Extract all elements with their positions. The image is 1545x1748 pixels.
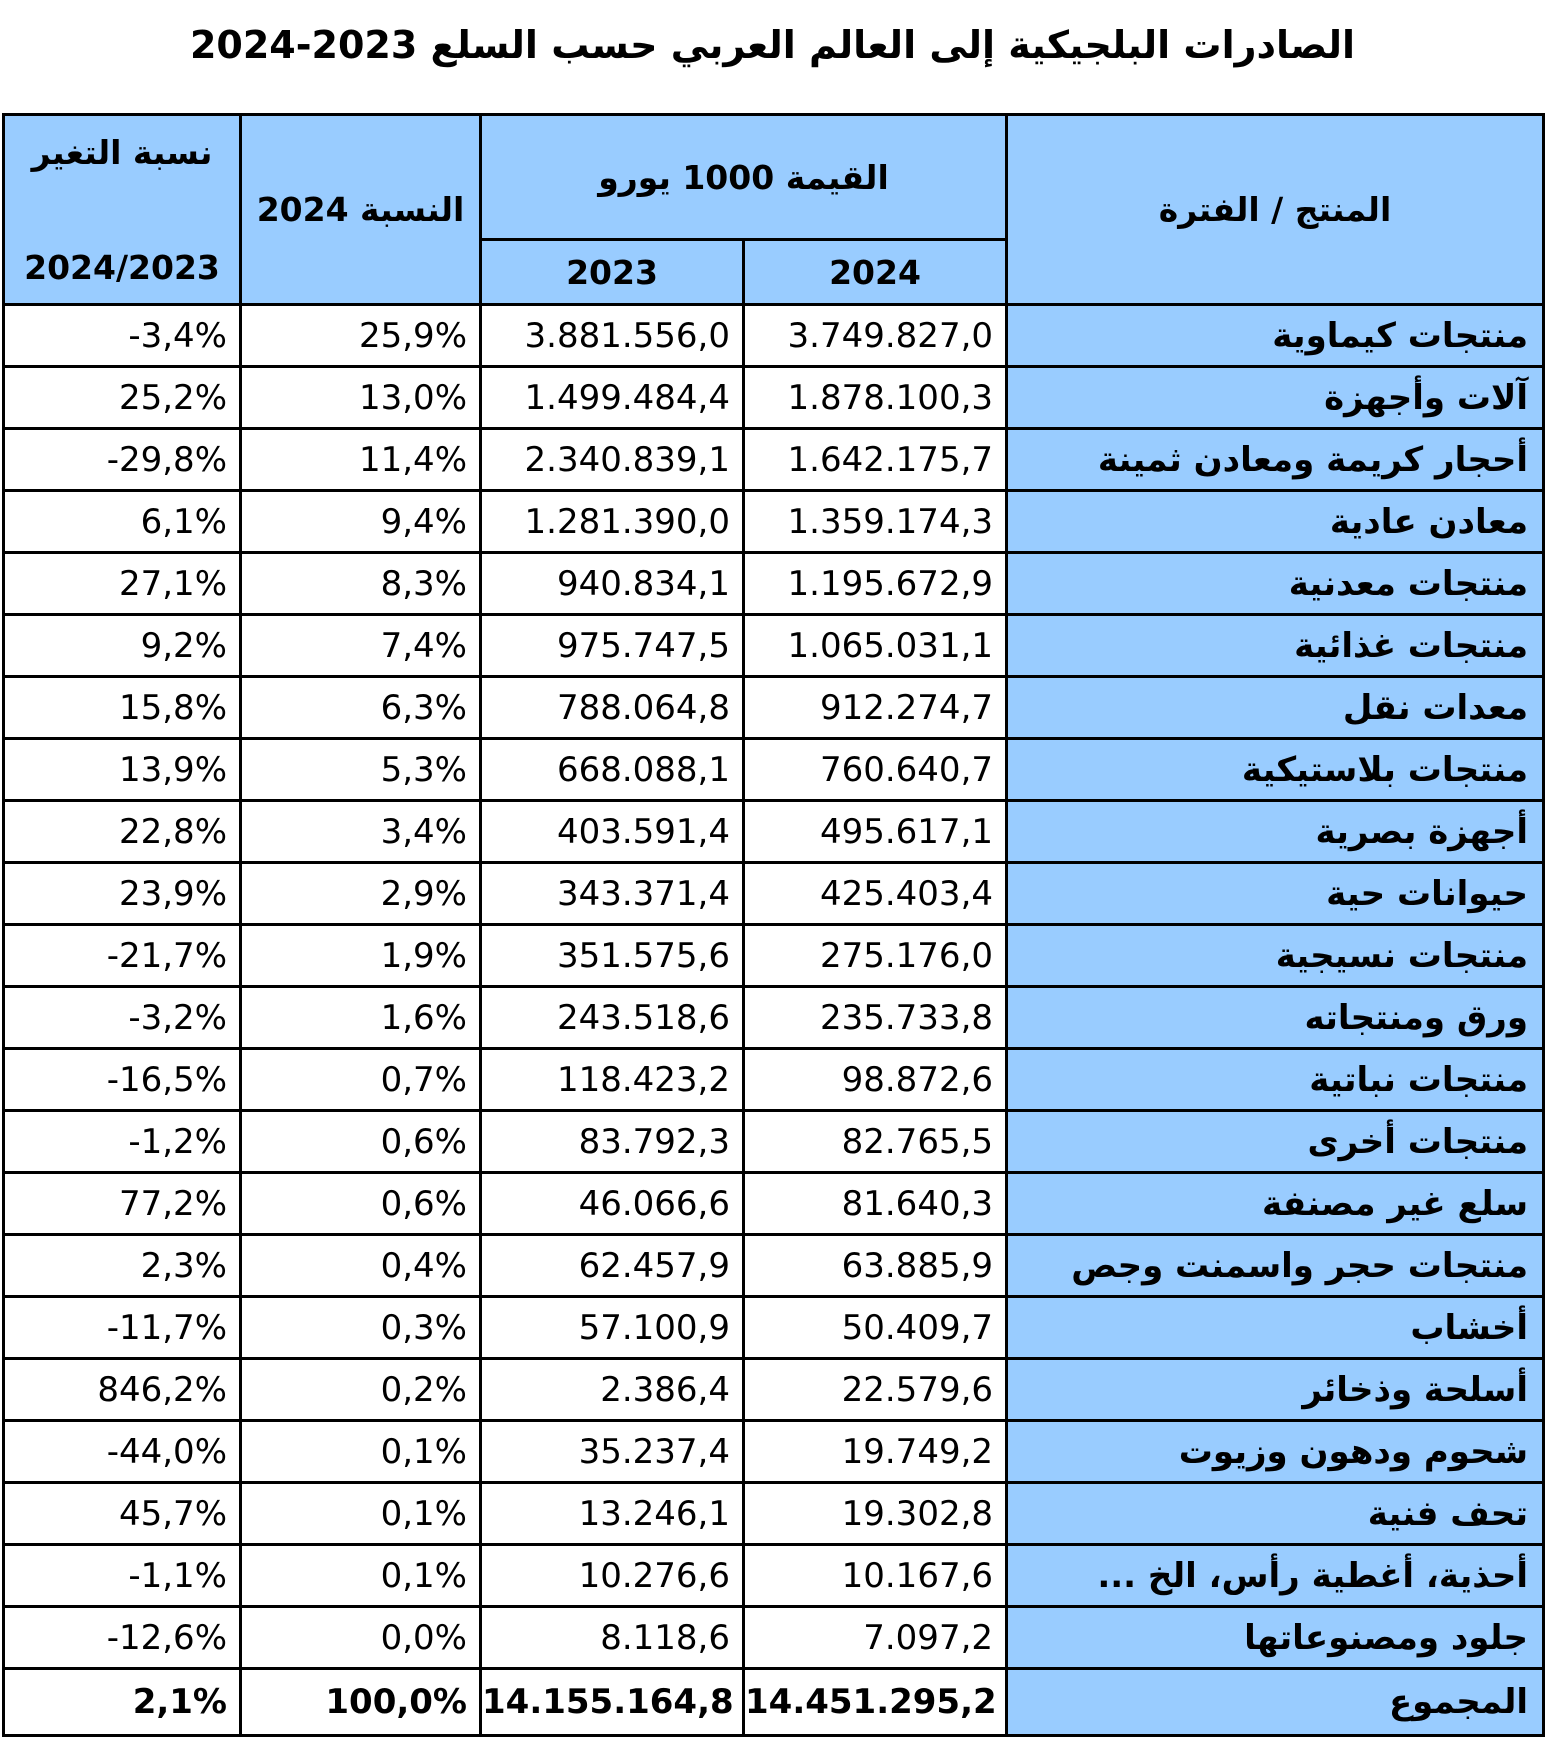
change-cell: 22,8% — [4, 801, 241, 863]
header-product: المنتج / الفترة — [1007, 115, 1544, 305]
value-2023-cell: 8.118,6 — [481, 1607, 744, 1669]
value-2023-cell: 351.575,6 — [481, 925, 744, 987]
table-row — [4, 1173, 1544, 1235]
total-value-2023-cell: 14.155.164,8 — [481, 1669, 744, 1736]
change-cell: -12,6% — [4, 1607, 241, 1669]
share-cell: 0,1% — [241, 1421, 481, 1483]
change-cell: 23,9% — [4, 863, 241, 925]
change-cell: 13,9% — [4, 739, 241, 801]
product-name-cell: منتجات أخرى — [1007, 1111, 1544, 1173]
value-2024-cell: 912.274,7 — [744, 677, 1007, 739]
header-change — [4, 115, 241, 305]
product-name-cell: أحجار كريمة ومعادن ثمينة — [1007, 429, 1544, 491]
value-2023-cell: 1.499.484,4 — [481, 367, 744, 429]
value-2024-cell: 1.359.174,3 — [744, 491, 1007, 553]
exports-table — [2, 113, 1545, 1737]
table-row — [4, 1545, 1544, 1607]
share-cell: 0,4% — [241, 1235, 481, 1297]
share-cell: 0,2% — [241, 1359, 481, 1421]
product-name-cell: منتجات بلاستيكية — [1007, 739, 1544, 801]
table-row — [4, 491, 1544, 553]
product-name-cell: منتجات غذائية — [1007, 615, 1544, 677]
change-cell: -11,7% — [4, 1297, 241, 1359]
table-row — [4, 1235, 1544, 1297]
share-cell: 0,6% — [241, 1111, 481, 1173]
value-2023-cell: 13.246,1 — [481, 1483, 744, 1545]
change-cell: 2,3% — [4, 1235, 241, 1297]
share-cell: 5,3% — [241, 739, 481, 801]
value-2023-cell: 2.386,4 — [481, 1359, 744, 1421]
table-row — [4, 1359, 1544, 1421]
share-cell: 0,1% — [241, 1483, 481, 1545]
value-2023-cell: 975.747,5 — [481, 615, 744, 677]
share-cell: 1,9% — [241, 925, 481, 987]
value-2023-cell: 940.834,1 — [481, 553, 744, 615]
change-cell: 15,8% — [4, 677, 241, 739]
value-2023-cell: 2.340.839,1 — [481, 429, 744, 491]
value-2024-cell: 235.733,8 — [744, 987, 1007, 1049]
header-change-label: نسبة التغير — [31, 132, 213, 172]
value-2023-cell: 3.881.556,0 — [481, 305, 744, 367]
change-cell: 45,7% — [4, 1483, 241, 1545]
product-name-cell: جلود ومصنوعاتها — [1007, 1607, 1544, 1669]
table-row — [4, 1111, 1544, 1173]
product-name-cell: أخشاب — [1007, 1297, 1544, 1359]
table-row — [4, 739, 1544, 801]
value-2024-cell: 1.642.175,7 — [744, 429, 1007, 491]
table-row — [4, 1483, 1544, 1545]
total-value-2024-cell: 14.451.295,2 — [744, 1669, 1007, 1736]
table-row — [4, 1607, 1544, 1669]
change-cell: 6,1% — [4, 491, 241, 553]
value-2023-cell: 62.457,9 — [481, 1235, 744, 1297]
share-cell: 25,9% — [241, 305, 481, 367]
value-2024-cell: 1.065.031,1 — [744, 615, 1007, 677]
product-name-cell: منتجات نباتية — [1007, 1049, 1544, 1111]
change-cell: 846,2% — [4, 1359, 241, 1421]
value-2024-cell: 1.878.100,3 — [744, 367, 1007, 429]
value-2024-cell: 19.749,2 — [744, 1421, 1007, 1483]
product-name-cell: أسلحة وذخائر — [1007, 1359, 1544, 1421]
table-row — [4, 925, 1544, 987]
table-row — [4, 677, 1544, 739]
product-name-cell: أحذية، أغطية رأس، الخ ... — [1007, 1545, 1544, 1607]
value-2023-cell: 343.371,4 — [481, 863, 744, 925]
table-row — [4, 987, 1544, 1049]
value-2023-cell: 35.237,4 — [481, 1421, 744, 1483]
table-row — [4, 305, 1544, 367]
share-cell: 6,3% — [241, 677, 481, 739]
value-2024-cell: 275.176,0 — [744, 925, 1007, 987]
value-2024-cell: 495.617,1 — [744, 801, 1007, 863]
value-2024-cell: 19.302,8 — [744, 1483, 1007, 1545]
share-cell: 13,0% — [241, 367, 481, 429]
value-2023-cell: 57.100,9 — [481, 1297, 744, 1359]
value-2023-cell: 668.088,1 — [481, 739, 744, 801]
header-change-period: 2024/2023 — [24, 247, 220, 287]
table-row — [4, 367, 1544, 429]
share-cell: 0,6% — [241, 1173, 481, 1235]
total-product-name-cell: المجموع — [1007, 1669, 1544, 1736]
value-2024-cell: 760.640,7 — [744, 739, 1007, 801]
value-2023-cell: 118.423,2 — [481, 1049, 744, 1111]
product-name-cell: حيوانات حية — [1007, 863, 1544, 925]
product-name-cell: معادن عادية — [1007, 491, 1544, 553]
change-cell: 77,2% — [4, 1173, 241, 1235]
change-cell: -1,1% — [4, 1545, 241, 1607]
share-cell: 3,4% — [241, 801, 481, 863]
table-row — [4, 553, 1544, 615]
change-cell: -29,8% — [4, 429, 241, 491]
product-name-cell: تحف فنية — [1007, 1483, 1544, 1545]
change-cell: 9,2% — [4, 615, 241, 677]
product-name-cell: منتجات كيماوية — [1007, 305, 1544, 367]
share-cell: 0,3% — [241, 1297, 481, 1359]
header-share: النسبة 2024 — [241, 115, 481, 305]
value-2024-cell: 10.167,6 — [744, 1545, 1007, 1607]
share-cell: 0,0% — [241, 1607, 481, 1669]
product-name-cell: أجهزة بصرية — [1007, 801, 1544, 863]
value-2024-cell: 82.765,5 — [744, 1111, 1007, 1173]
change-cell: -44,0% — [4, 1421, 241, 1483]
value-2024-cell: 3.749.827,0 — [744, 305, 1007, 367]
share-cell: 9,4% — [241, 491, 481, 553]
value-2023-cell: 243.518,6 — [481, 987, 744, 1049]
share-cell: 1,6% — [241, 987, 481, 1049]
change-cell: 25,2% — [4, 367, 241, 429]
total-share-cell: 100,0% — [241, 1669, 481, 1736]
change-cell: -3,4% — [4, 305, 241, 367]
table-row — [4, 1421, 1544, 1483]
value-2024-cell: 1.195.672,9 — [744, 553, 1007, 615]
value-2023-cell: 83.792,3 — [481, 1111, 744, 1173]
value-2024-cell: 98.872,6 — [744, 1049, 1007, 1111]
product-name-cell: سلع غير مصنفة — [1007, 1173, 1544, 1235]
page-title: الصادرات البلجيكية إلى العالم العربي حسب السلع 2023-2024 — [189, 23, 1355, 67]
change-cell: -16,5% — [4, 1049, 241, 1111]
value-2023-cell: 1.281.390,0 — [481, 491, 744, 553]
value-2024-cell: 425.403,4 — [744, 863, 1007, 925]
table-row — [4, 615, 1544, 677]
product-name-cell: منتجات معدنية — [1007, 553, 1544, 615]
table-row — [4, 1049, 1544, 1111]
value-2023-cell: 788.064,8 — [481, 677, 744, 739]
value-2023-cell: 403.591,4 — [481, 801, 744, 863]
value-2024-cell: 81.640,3 — [744, 1173, 1007, 1235]
table-row — [4, 1297, 1544, 1359]
change-cell: -1,2% — [4, 1111, 241, 1173]
value-2023-cell: 46.066,6 — [481, 1173, 744, 1235]
total-row — [4, 1669, 1544, 1736]
header-year-2024: 2024 — [744, 240, 1007, 305]
total-change-cell: 2,1% — [4, 1669, 241, 1736]
value-2024-cell: 7.097,2 — [744, 1607, 1007, 1669]
share-cell: 2,9% — [241, 863, 481, 925]
change-cell: 27,1% — [4, 553, 241, 615]
share-cell: 8,3% — [241, 553, 481, 615]
value-2024-cell: 63.885,9 — [744, 1235, 1007, 1297]
share-cell: 0,1% — [241, 1545, 481, 1607]
change-cell: -3,2% — [4, 987, 241, 1049]
share-cell: 7,4% — [241, 615, 481, 677]
product-name-cell: معدات نقل — [1007, 677, 1544, 739]
product-name-cell: منتجات نسيجية — [1007, 925, 1544, 987]
product-name-cell: ورق ومنتجاته — [1007, 987, 1544, 1049]
product-name-cell: منتجات حجر واسمنت وجص — [1007, 1235, 1544, 1297]
table-row — [4, 801, 1544, 863]
table-row — [4, 863, 1544, 925]
header-year-2023: 2023 — [481, 240, 744, 305]
value-2023-cell: 10.276,6 — [481, 1545, 744, 1607]
product-name-cell: شحوم ودهون وزيوت — [1007, 1421, 1544, 1483]
share-cell: 0,7% — [241, 1049, 481, 1111]
product-name-cell: آلات وأجهزة — [1007, 367, 1544, 429]
value-2024-cell: 22.579,6 — [744, 1359, 1007, 1421]
change-cell: -21,7% — [4, 925, 241, 987]
table-row — [4, 429, 1544, 491]
header-value-group: القيمة 1000 يورو — [481, 115, 1007, 240]
share-cell: 11,4% — [241, 429, 481, 491]
value-2024-cell: 50.409,7 — [744, 1297, 1007, 1359]
